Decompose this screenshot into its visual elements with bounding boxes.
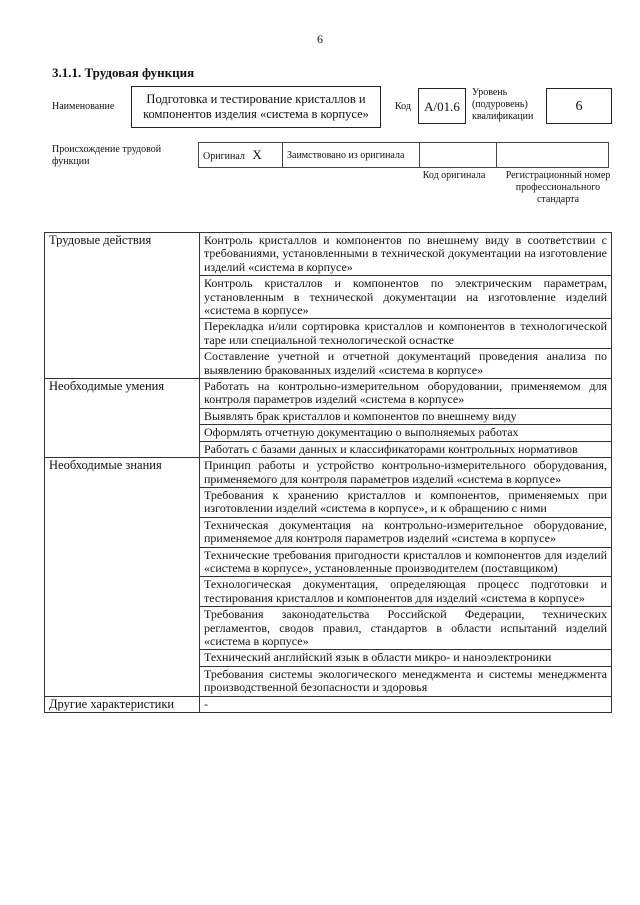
table-cell: Работать на контрольно-измерительном оборудовании, применяемом для контроля параметров изделий «система в корпусе» bbox=[200, 379, 612, 409]
table-cell: Перекладка и/или сортировка кристаллов и компонентов в технологической таре или специальной технологической оснастке bbox=[200, 319, 612, 349]
original-label: Оригинал bbox=[203, 151, 245, 162]
code-label: Код bbox=[395, 101, 411, 112]
original-cell bbox=[199, 143, 283, 168]
table-cell: Требования законодательства Российской Федерации, технических регламентов, сводов правил, стандартов в области испытаний изделий «система в корпусе» bbox=[200, 607, 612, 650]
original-code-cell bbox=[420, 143, 497, 168]
page-number: 6 bbox=[317, 32, 323, 46]
code-caption: Код оригинала bbox=[422, 170, 486, 181]
table-cell: Требования к хранению кристаллов и компонентов, применяемых при изготовлении изделий «система в корпусе», и к обращению с ними bbox=[200, 487, 612, 517]
table-row bbox=[45, 233, 612, 276]
table-cell: Техническая документация на контрольно-измерительное оборудование, применяемое для контроля параметров изделий «система в корпусе» bbox=[200, 517, 612, 547]
category-cell: Другие характеристики bbox=[45, 696, 200, 712]
table-cell: Составление учетной и отчетной документаций проведения анализа по выявлению бракованных изделий «система в корпусе» bbox=[200, 349, 612, 379]
reg-number-cell bbox=[497, 143, 609, 168]
table-row bbox=[45, 379, 612, 409]
name-label: Наименование bbox=[52, 101, 115, 112]
table-cell: Технологическая документация, определяющая процесс подготовки и тестирования кристаллов и компонентов для изделий «система в корпусе» bbox=[200, 577, 612, 607]
table-cell: Технические требования пригодности кристаллов и компонентов для изделий «система в корпусе», установленные производителем (поставщиком) bbox=[200, 547, 612, 577]
table-cell: Выявлять брак кристаллов и компонентов по внешнему виду bbox=[200, 408, 612, 424]
level-value-box: 6 bbox=[546, 88, 612, 124]
table-cell: Принцип работы и устройство контрольно-измерительного оборудования, применяемого для контроля параметров изделий «система в корпусе» bbox=[200, 458, 612, 488]
table-cell: Контроль кристаллов и компонентов по электрическим параметрам, установленным в технической документации на изготовление изделий «система в корпусе» bbox=[200, 276, 612, 319]
origin-label: Происхождение трудовой функции bbox=[52, 144, 162, 167]
function-name-box: Подготовка и тестирование кристаллов и компонентов изделия «система в корпусе» bbox=[131, 86, 381, 128]
table-cell: Оформлять отчетную документацию о выполняемых работах bbox=[200, 425, 612, 441]
table-cell: Контроль кристаллов и компонентов по внешнему виду в соответствии с требованиями, установленными в технической документации на изготовление изделий «система в корпусе» bbox=[200, 233, 612, 276]
code-value-box: A/01.6 bbox=[418, 88, 466, 124]
table-cell: - bbox=[200, 696, 612, 712]
origin-table bbox=[198, 142, 609, 168]
category-cell: Необходимые знания bbox=[45, 458, 200, 697]
function-table bbox=[44, 232, 612, 713]
category-cell: Трудовые действия bbox=[45, 233, 200, 379]
borrowed-cell: Заимствовано из оригинала bbox=[283, 143, 420, 168]
section-title: 3.1.1. Трудовая функция bbox=[52, 65, 195, 80]
table-cell: Требования системы экологического менеджмента и системы менеджмента производственной безопасности и здоровья bbox=[200, 666, 612, 696]
category-cell: Необходимые умения bbox=[45, 379, 200, 458]
table-row bbox=[45, 458, 612, 488]
reg-caption: Регистрационный номер профессионального стандарта bbox=[505, 170, 611, 205]
table-cell: Технический английский язык в области микро- и наноэлектроники bbox=[200, 650, 612, 666]
original-mark: X bbox=[252, 147, 262, 162]
level-label: Уровень (подуровень) квалификации bbox=[472, 87, 534, 122]
table-row bbox=[45, 696, 612, 712]
table-cell: Работать с базами данных и классификаторами контрольных нормативов bbox=[200, 441, 612, 457]
